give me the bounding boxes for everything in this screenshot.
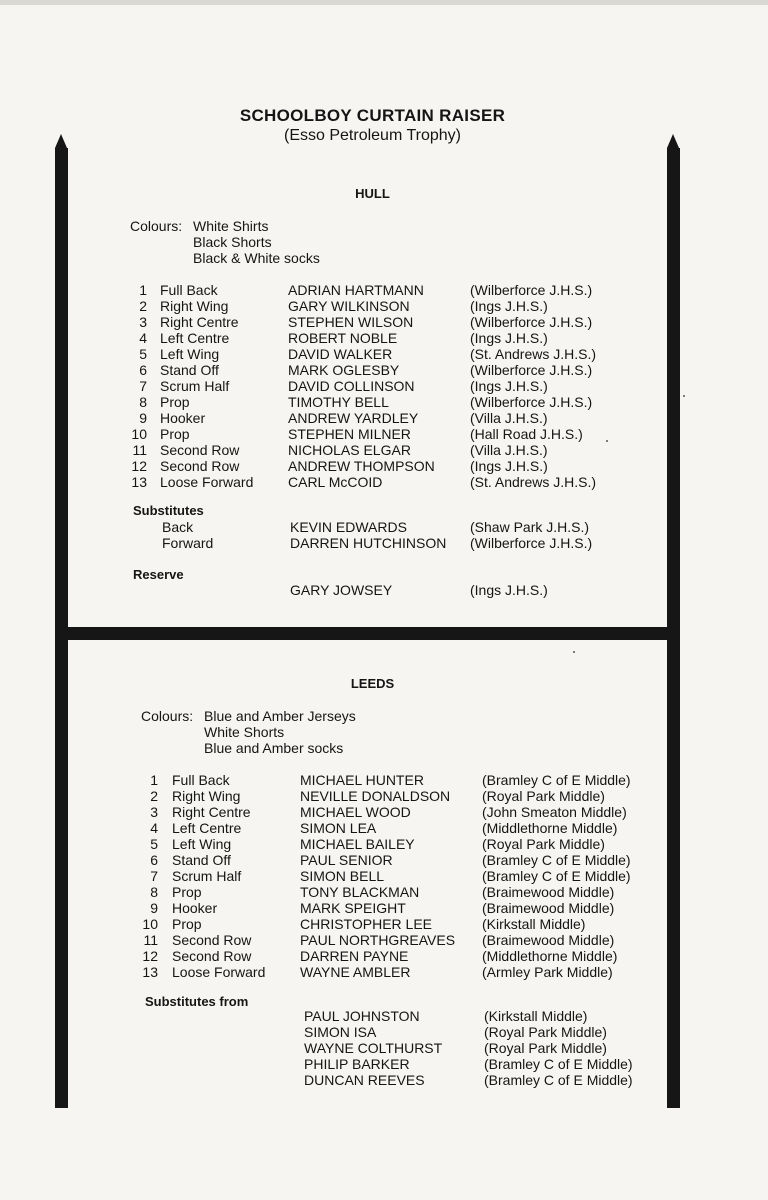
player-number: 12: [131, 458, 147, 474]
player-number: 4: [139, 330, 147, 346]
player-position: Scrum Half: [172, 868, 242, 884]
leeds-colour-jerseys: Blue and Amber Jerseys: [204, 708, 356, 724]
player-number: 5: [150, 836, 158, 852]
player-name: PAUL NORTHGREAVES: [300, 932, 456, 948]
sub-role: Back: [162, 519, 194, 535]
player-position: Loose Forward: [172, 964, 266, 980]
player-number: 13: [142, 964, 158, 980]
player-school: (Braimewood Middle): [482, 900, 615, 916]
player-number: 6: [150, 852, 158, 868]
sub-name: KEVIN EDWARDS: [290, 519, 407, 535]
player-position: Prop: [160, 394, 190, 410]
player-school: (Bramley C of E Middle): [482, 868, 631, 884]
hull-substitutes-heading: Substitutes: [133, 503, 204, 518]
player-number: 2: [139, 298, 147, 314]
leeds-colours: [141, 708, 481, 758]
player-number: 9: [139, 410, 147, 426]
player-school: (Bramley C of E Middle): [482, 772, 631, 788]
player-school: (St. Andrews J.H.S.): [470, 474, 597, 490]
page-title: SCHOOLBOY CURTAIN RAISER: [239, 106, 506, 125]
player-position: Scrum Half: [160, 378, 230, 394]
player-school: (Wilberforce J.H.S.): [470, 314, 593, 330]
player-school: (Royal Park Middle): [482, 788, 605, 804]
sub-name: PAUL JOHNSTON: [304, 1008, 420, 1024]
player-name: MICHAEL BAILEY: [300, 836, 415, 852]
player-number: 8: [150, 884, 158, 900]
player-school: (Wilberforce J.H.S.): [470, 394, 593, 410]
player-position: Left Centre: [160, 330, 230, 346]
player-number: 2: [150, 788, 158, 804]
player-school: (Hall Road J.H.S.): [470, 426, 583, 442]
player-position: Right Centre: [160, 314, 239, 330]
player-name: NEVILLE DONALDSON: [300, 788, 451, 804]
player-name: NICHOLAS ELGAR: [288, 442, 411, 458]
player-name: DAVID COLLINSON: [288, 378, 415, 394]
player-number: 8: [139, 394, 147, 410]
player-position: Hooker: [160, 410, 206, 426]
player-position: Loose Forward: [160, 474, 254, 490]
player-school: (St. Andrews J.H.S.): [470, 346, 597, 362]
player-number: 6: [139, 362, 147, 378]
sub-name: WAYNE COLTHURST: [304, 1040, 443, 1056]
player-name: MARK SPEIGHT: [300, 900, 406, 916]
player-school: (Royal Park Middle): [482, 836, 605, 852]
hull-colours-label: Colours:: [130, 218, 183, 234]
player-position: Second Row: [172, 932, 252, 948]
player-number: 13: [131, 474, 147, 490]
player-name: ANDREW YARDLEY: [288, 410, 419, 426]
player-school: (Bramley C of E Middle): [482, 852, 631, 868]
player-name: CARL McCOID: [288, 474, 383, 490]
player-school: (John Smeaton Middle): [482, 804, 627, 820]
hull-colour-shirts: White Shirts: [193, 218, 269, 234]
player-position: Full Back: [172, 772, 230, 788]
player-school: (Braimewood Middle): [482, 884, 615, 900]
team-title-hull: HULL: [355, 186, 390, 201]
sub-school: (Bramley C of E Middle): [484, 1072, 633, 1088]
leeds-colour-shorts: White Shorts: [204, 724, 285, 740]
player-position: Second Row: [160, 442, 240, 458]
player-name: WAYNE AMBLER: [300, 964, 411, 980]
player-number: 4: [150, 820, 158, 836]
player-school: (Armley Park Middle): [482, 964, 613, 980]
hull-colour-socks: Black & White socks: [193, 250, 320, 266]
sub-name: PHILIP BARKER: [304, 1056, 410, 1072]
player-number: 9: [150, 900, 158, 916]
player-number: 11: [132, 442, 147, 458]
player-position: Stand Off: [172, 852, 231, 868]
page-subtitle: (Esso Petroleum Trophy): [284, 127, 461, 144]
player-number: 10: [131, 426, 147, 442]
reserve-school: (Ings J.H.S.): [470, 582, 548, 598]
sub-school: (Wilberforce J.H.S.): [470, 535, 593, 551]
player-name: PAUL SENIOR: [300, 852, 393, 868]
player-school: (Braimewood Middle): [482, 932, 615, 948]
player-name: SIMON BELL: [300, 868, 385, 884]
right-post-tip: [667, 134, 679, 148]
player-name: MICHAEL HUNTER: [300, 772, 424, 788]
player-number: 1: [139, 282, 147, 298]
player-position: Right Wing: [172, 788, 241, 804]
sub-school: (Shaw Park J.H.S.): [470, 519, 590, 535]
player-number: 3: [150, 804, 158, 820]
player-school: (Ings J.H.S.): [470, 298, 548, 314]
player-position: Second Row: [172, 948, 252, 964]
sub-role: Forward: [162, 535, 214, 551]
player-name: CHRISTOPHER LEE: [300, 916, 432, 932]
player-number: 12: [142, 948, 158, 964]
sub-school: (Royal Park Middle): [484, 1024, 607, 1040]
sub-name: DARREN HUTCHINSON: [290, 535, 447, 551]
player-position: Hooker: [172, 900, 218, 916]
player-name: DAVID WALKER: [288, 346, 393, 362]
player-name: ROBERT NOBLE: [288, 330, 398, 346]
goal-crossbar: [55, 627, 680, 640]
player-school: (Ings J.H.S.): [470, 330, 548, 346]
player-name: STEPHEN MILNER: [288, 426, 411, 442]
sub-school: (Bramley C of E Middle): [484, 1056, 633, 1072]
player-position: Stand Off: [160, 362, 219, 378]
player-school: (Villa J.H.S.): [470, 410, 548, 426]
player-name: ANDREW THOMPSON: [288, 458, 435, 474]
left-post-tip: [55, 134, 67, 148]
player-position: Left Centre: [172, 820, 242, 836]
hull-colour-shorts: Black Shorts: [193, 234, 272, 250]
player-name: ADRIAN HARTMANN: [288, 282, 424, 298]
player-name: TONY BLACKMAN: [300, 884, 420, 900]
print-speck: [573, 651, 575, 653]
player-name: TIMOTHY BELL: [288, 394, 389, 410]
leeds-substitutes-heading: Substitutes from: [145, 994, 249, 1009]
player-position: Prop: [172, 884, 202, 900]
sub-school: (Royal Park Middle): [484, 1040, 607, 1056]
sub-name: SIMON ISA: [304, 1024, 377, 1040]
player-school: (Wilberforce J.H.S.): [470, 362, 593, 378]
player-school: (Middlethorne Middle): [482, 948, 618, 964]
print-speck: [683, 395, 685, 397]
player-school: (Wilberforce J.H.S.): [470, 282, 593, 298]
hull-reserve-heading: Reserve: [133, 567, 184, 582]
player-name: SIMON LEA: [300, 820, 377, 836]
player-number: 7: [150, 868, 158, 884]
player-name: STEPHEN WILSON: [288, 314, 414, 330]
player-name: MARK OGLESBY: [288, 362, 400, 378]
sub-name: DUNCAN REEVES: [304, 1072, 425, 1088]
player-position: Right Centre: [172, 804, 251, 820]
player-number: 5: [139, 346, 147, 362]
player-school: (Villa J.H.S.): [470, 442, 548, 458]
player-number: 1: [150, 772, 158, 788]
sub-school: (Kirkstall Middle): [484, 1008, 588, 1024]
player-name: GARY WILKINSON: [288, 298, 410, 314]
leeds-colour-socks: Blue and Amber socks: [204, 740, 344, 756]
player-school: (Kirkstall Middle): [482, 916, 586, 932]
player-position: Right Wing: [160, 298, 229, 314]
player-number: 11: [143, 932, 158, 948]
player-number: 10: [142, 916, 158, 932]
reserve-name: GARY JOWSEY: [290, 582, 393, 598]
leeds-colours-label: Colours:: [141, 708, 194, 724]
player-position: Full Back: [160, 282, 218, 298]
player-position: Second Row: [160, 458, 240, 474]
player-number: 3: [139, 314, 147, 330]
player-school: (Ings J.H.S.): [470, 458, 548, 474]
player-number: 7: [139, 378, 147, 394]
page-edge: [0, 0, 768, 5]
print-speck: [606, 440, 608, 442]
hull-colours: [130, 218, 430, 268]
player-school: (Ings J.H.S.): [470, 378, 548, 394]
team-title-leeds: LEEDS: [350, 676, 395, 691]
player-name: MICHAEL WOOD: [300, 804, 411, 820]
player-name: DARREN PAYNE: [300, 948, 409, 964]
player-position: Prop: [160, 426, 190, 442]
player-position: Left Wing: [160, 346, 220, 362]
player-position: Prop: [172, 916, 202, 932]
player-position: Left Wing: [172, 836, 232, 852]
player-school: (Middlethorne Middle): [482, 820, 618, 836]
